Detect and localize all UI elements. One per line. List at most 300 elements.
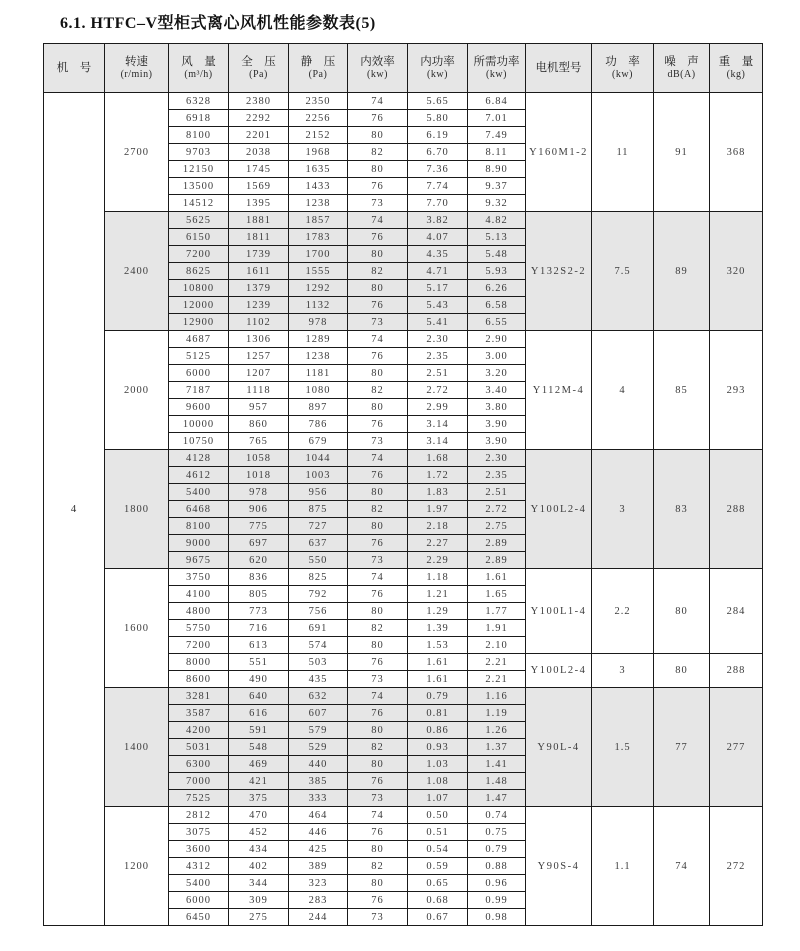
efficiency-cell: 74 bbox=[348, 807, 408, 824]
efficiency-cell: 80 bbox=[348, 246, 408, 263]
total-pressure-cell: 551 bbox=[229, 654, 289, 671]
airflow-cell: 9000 bbox=[169, 535, 229, 552]
total-pressure-cell: 1058 bbox=[229, 450, 289, 467]
airflow-cell: 12900 bbox=[169, 314, 229, 331]
efficiency-cell: 76 bbox=[348, 654, 408, 671]
required-power-cell: 0.79 bbox=[468, 841, 526, 858]
internal-power-cell: 2.27 bbox=[408, 535, 468, 552]
efficiency-cell: 82 bbox=[348, 858, 408, 875]
internal-power-cell: 1.53 bbox=[408, 637, 468, 654]
speed-cell: 1200 bbox=[105, 807, 169, 926]
internal-power-cell: 0.79 bbox=[408, 688, 468, 705]
total-pressure-cell: 620 bbox=[229, 552, 289, 569]
col-header-label: 重 量 bbox=[718, 55, 754, 68]
weight-cell: 272 bbox=[710, 807, 763, 926]
internal-power-cell: 1.68 bbox=[408, 450, 468, 467]
noise-cell: 85 bbox=[654, 331, 710, 450]
efficiency-cell: 82 bbox=[348, 382, 408, 399]
efficiency-cell: 80 bbox=[348, 875, 408, 892]
required-power-cell: 2.89 bbox=[468, 552, 526, 569]
required-power-cell: 1.37 bbox=[468, 739, 526, 756]
noise-cell: 80 bbox=[654, 654, 710, 688]
static-pressure-cell: 897 bbox=[289, 399, 348, 416]
required-power-cell: 1.91 bbox=[468, 620, 526, 637]
total-pressure-cell: 765 bbox=[229, 433, 289, 450]
required-power-cell: 8.11 bbox=[468, 144, 526, 161]
internal-power-cell: 3.14 bbox=[408, 433, 468, 450]
motor-model-cell: Y90S-4 bbox=[526, 807, 592, 926]
internal-power-cell: 1.61 bbox=[408, 654, 468, 671]
static-pressure-cell: 2152 bbox=[289, 127, 348, 144]
static-pressure-cell: 727 bbox=[289, 518, 348, 535]
internal-power-cell: 6.19 bbox=[408, 127, 468, 144]
internal-power-cell: 2.18 bbox=[408, 518, 468, 535]
airflow-cell: 5750 bbox=[169, 620, 229, 637]
internal-power-cell: 5.65 bbox=[408, 93, 468, 110]
noise-cell: 80 bbox=[654, 569, 710, 654]
col-header-motor-model bbox=[526, 44, 592, 93]
motor-model-cell: Y100L2-4 bbox=[526, 654, 592, 688]
internal-power-cell: 4.35 bbox=[408, 246, 468, 263]
efficiency-cell: 76 bbox=[348, 297, 408, 314]
efficiency-cell: 76 bbox=[348, 705, 408, 722]
motor-model-cell: Y100L1-4 bbox=[526, 569, 592, 654]
required-power-cell: 3.90 bbox=[468, 416, 526, 433]
col-header-unit: (Pa) bbox=[308, 68, 328, 80]
total-pressure-cell: 613 bbox=[229, 637, 289, 654]
efficiency-cell: 74 bbox=[348, 93, 408, 110]
col-header-unit: (kw) bbox=[612, 68, 633, 80]
static-pressure-cell: 1181 bbox=[289, 365, 348, 382]
internal-power-cell: 2.29 bbox=[408, 552, 468, 569]
efficiency-cell: 73 bbox=[348, 790, 408, 807]
efficiency-cell: 80 bbox=[348, 280, 408, 297]
static-pressure-cell: 786 bbox=[289, 416, 348, 433]
speed-cell: 2700 bbox=[105, 93, 169, 212]
required-power-cell: 5.48 bbox=[468, 246, 526, 263]
static-pressure-cell: 1555 bbox=[289, 263, 348, 280]
total-pressure-cell: 2038 bbox=[229, 144, 289, 161]
static-pressure-cell: 875 bbox=[289, 501, 348, 518]
col-header-efficiency bbox=[348, 44, 408, 93]
internal-power-cell: 4.07 bbox=[408, 229, 468, 246]
col-header-motor-power bbox=[592, 44, 654, 93]
required-power-cell: 9.37 bbox=[468, 178, 526, 195]
required-power-cell: 8.90 bbox=[468, 161, 526, 178]
total-pressure-cell: 591 bbox=[229, 722, 289, 739]
airflow-cell: 8000 bbox=[169, 654, 229, 671]
required-power-cell: 0.88 bbox=[468, 858, 526, 875]
total-pressure-cell: 860 bbox=[229, 416, 289, 433]
airflow-cell: 6468 bbox=[169, 501, 229, 518]
efficiency-cell: 74 bbox=[348, 212, 408, 229]
required-power-cell: 6.55 bbox=[468, 314, 526, 331]
airflow-cell: 7525 bbox=[169, 790, 229, 807]
required-power-cell: 1.19 bbox=[468, 705, 526, 722]
efficiency-cell: 80 bbox=[348, 603, 408, 620]
static-pressure-cell: 1968 bbox=[289, 144, 348, 161]
noise-cell: 77 bbox=[654, 688, 710, 807]
airflow-cell: 7200 bbox=[169, 246, 229, 263]
total-pressure-cell: 805 bbox=[229, 586, 289, 603]
static-pressure-cell: 1783 bbox=[289, 229, 348, 246]
airflow-cell: 9675 bbox=[169, 552, 229, 569]
required-power-cell: 1.77 bbox=[468, 603, 526, 620]
total-pressure-cell: 616 bbox=[229, 705, 289, 722]
table-row bbox=[44, 807, 763, 824]
col-header-unit: (r/min) bbox=[120, 68, 153, 80]
col-header-label: 内效率 bbox=[360, 55, 395, 68]
required-power-cell: 3.40 bbox=[468, 382, 526, 399]
internal-power-cell: 0.50 bbox=[408, 807, 468, 824]
total-pressure-cell: 1811 bbox=[229, 229, 289, 246]
required-power-cell: 2.21 bbox=[468, 654, 526, 671]
airflow-cell: 3075 bbox=[169, 824, 229, 841]
motor-power-cell: 11 bbox=[592, 93, 654, 212]
required-power-cell: 7.49 bbox=[468, 127, 526, 144]
required-power-cell: 6.84 bbox=[468, 93, 526, 110]
static-pressure-cell: 283 bbox=[289, 892, 348, 909]
col-header-label: 转速 bbox=[125, 55, 148, 68]
static-pressure-cell: 691 bbox=[289, 620, 348, 637]
required-power-cell: 6.26 bbox=[468, 280, 526, 297]
required-power-cell: 2.72 bbox=[468, 501, 526, 518]
col-header-label: 功 率 bbox=[605, 55, 640, 68]
airflow-cell: 9703 bbox=[169, 144, 229, 161]
col-header-unit: dB(A) bbox=[667, 68, 696, 80]
airflow-cell: 6150 bbox=[169, 229, 229, 246]
weight-cell: 284 bbox=[710, 569, 763, 654]
internal-power-cell: 1.72 bbox=[408, 467, 468, 484]
static-pressure-cell: 323 bbox=[289, 875, 348, 892]
airflow-cell: 3281 bbox=[169, 688, 229, 705]
efficiency-cell: 76 bbox=[348, 110, 408, 127]
static-pressure-cell: 632 bbox=[289, 688, 348, 705]
efficiency-cell: 73 bbox=[348, 195, 408, 212]
total-pressure-cell: 275 bbox=[229, 909, 289, 926]
speed-cell: 1400 bbox=[105, 688, 169, 807]
airflow-cell: 4687 bbox=[169, 331, 229, 348]
static-pressure-cell: 1292 bbox=[289, 280, 348, 297]
static-pressure-cell: 440 bbox=[289, 756, 348, 773]
internal-power-cell: 5.41 bbox=[408, 314, 468, 331]
static-pressure-cell: 792 bbox=[289, 586, 348, 603]
table-row bbox=[44, 688, 763, 705]
internal-power-cell: 0.65 bbox=[408, 875, 468, 892]
internal-power-cell: 1.08 bbox=[408, 773, 468, 790]
required-power-cell: 1.65 bbox=[468, 586, 526, 603]
required-power-cell: 1.47 bbox=[468, 790, 526, 807]
total-pressure-cell: 697 bbox=[229, 535, 289, 552]
internal-power-cell: 1.97 bbox=[408, 501, 468, 518]
total-pressure-cell: 452 bbox=[229, 824, 289, 841]
total-pressure-cell: 1257 bbox=[229, 348, 289, 365]
airflow-cell: 7200 bbox=[169, 637, 229, 654]
motor-power-cell: 2.2 bbox=[592, 569, 654, 654]
airflow-cell: 2812 bbox=[169, 807, 229, 824]
static-pressure-cell: 2256 bbox=[289, 110, 348, 127]
internal-power-cell: 5.17 bbox=[408, 280, 468, 297]
internal-power-cell: 1.07 bbox=[408, 790, 468, 807]
static-pressure-cell: 1132 bbox=[289, 297, 348, 314]
efficiency-cell: 73 bbox=[348, 552, 408, 569]
efficiency-cell: 73 bbox=[348, 909, 408, 926]
motor-power-cell: 4 bbox=[592, 331, 654, 450]
table-row bbox=[44, 450, 763, 467]
required-power-cell: 0.99 bbox=[468, 892, 526, 909]
required-power-cell: 5.13 bbox=[468, 229, 526, 246]
internal-power-cell: 4.71 bbox=[408, 263, 468, 280]
col-header-label: 风 量 bbox=[181, 55, 216, 68]
static-pressure-cell: 1003 bbox=[289, 467, 348, 484]
required-power-cell: 0.98 bbox=[468, 909, 526, 926]
motor-power-cell: 3 bbox=[592, 654, 654, 688]
efficiency-cell: 76 bbox=[348, 229, 408, 246]
static-pressure-cell: 385 bbox=[289, 773, 348, 790]
efficiency-cell: 76 bbox=[348, 467, 408, 484]
airflow-cell: 7187 bbox=[169, 382, 229, 399]
motor-model-cell: Y132S2-2 bbox=[526, 212, 592, 331]
weight-cell: 368 bbox=[710, 93, 763, 212]
airflow-cell: 10800 bbox=[169, 280, 229, 297]
col-header-total-pressure bbox=[229, 44, 289, 93]
total-pressure-cell: 469 bbox=[229, 756, 289, 773]
internal-power-cell: 2.51 bbox=[408, 365, 468, 382]
efficiency-cell: 80 bbox=[348, 161, 408, 178]
required-power-cell: 3.20 bbox=[468, 365, 526, 382]
page-title: 6.1. HTFC–V型柜式离心风机性能参数表(5) bbox=[60, 15, 376, 32]
col-header-label: 噪 声 bbox=[664, 55, 699, 68]
required-power-cell: 9.32 bbox=[468, 195, 526, 212]
internal-power-cell: 1.21 bbox=[408, 586, 468, 603]
total-pressure-cell: 1306 bbox=[229, 331, 289, 348]
static-pressure-cell: 389 bbox=[289, 858, 348, 875]
speed-cell: 2000 bbox=[105, 331, 169, 450]
col-header-unit: (kw) bbox=[486, 68, 507, 80]
col-header-label: 所需功率 bbox=[473, 55, 520, 68]
required-power-cell: 3.00 bbox=[468, 348, 526, 365]
motor-power-cell: 3 bbox=[592, 450, 654, 569]
required-power-cell: 1.26 bbox=[468, 722, 526, 739]
col-header-label: 静 压 bbox=[300, 55, 336, 68]
static-pressure-cell: 464 bbox=[289, 807, 348, 824]
total-pressure-cell: 1395 bbox=[229, 195, 289, 212]
motor-power-cell: 1.5 bbox=[592, 688, 654, 807]
static-pressure-cell: 1635 bbox=[289, 161, 348, 178]
header-row bbox=[44, 44, 763, 93]
efficiency-cell: 74 bbox=[348, 688, 408, 705]
weight-cell: 320 bbox=[710, 212, 763, 331]
airflow-cell: 10750 bbox=[169, 433, 229, 450]
airflow-cell: 4128 bbox=[169, 450, 229, 467]
required-power-cell: 0.75 bbox=[468, 824, 526, 841]
internal-power-cell: 2.99 bbox=[408, 399, 468, 416]
efficiency-cell: 76 bbox=[348, 348, 408, 365]
static-pressure-cell: 1700 bbox=[289, 246, 348, 263]
table-row bbox=[44, 212, 763, 229]
internal-power-cell: 7.74 bbox=[408, 178, 468, 195]
col-header-unit: (kw) bbox=[367, 68, 388, 80]
col-header-unit: (kw) bbox=[427, 68, 448, 80]
airflow-cell: 4200 bbox=[169, 722, 229, 739]
efficiency-cell: 74 bbox=[348, 450, 408, 467]
static-pressure-cell: 2350 bbox=[289, 93, 348, 110]
airflow-cell: 3750 bbox=[169, 569, 229, 586]
efficiency-cell: 80 bbox=[348, 518, 408, 535]
efficiency-cell: 74 bbox=[348, 569, 408, 586]
efficiency-cell: 74 bbox=[348, 331, 408, 348]
total-pressure-cell: 2292 bbox=[229, 110, 289, 127]
airflow-cell: 8100 bbox=[169, 127, 229, 144]
noise-cell: 89 bbox=[654, 212, 710, 331]
total-pressure-cell: 773 bbox=[229, 603, 289, 620]
internal-power-cell: 0.51 bbox=[408, 824, 468, 841]
total-pressure-cell: 957 bbox=[229, 399, 289, 416]
airflow-cell: 8100 bbox=[169, 518, 229, 535]
required-power-cell: 2.21 bbox=[468, 671, 526, 688]
static-pressure-cell: 1044 bbox=[289, 450, 348, 467]
static-pressure-cell: 1857 bbox=[289, 212, 348, 229]
total-pressure-cell: 1379 bbox=[229, 280, 289, 297]
static-pressure-cell: 825 bbox=[289, 569, 348, 586]
required-power-cell: 2.51 bbox=[468, 484, 526, 501]
efficiency-cell: 76 bbox=[348, 178, 408, 195]
total-pressure-cell: 375 bbox=[229, 790, 289, 807]
total-pressure-cell: 490 bbox=[229, 671, 289, 688]
col-header-label: 全 压 bbox=[241, 55, 276, 68]
efficiency-cell: 76 bbox=[348, 824, 408, 841]
total-pressure-cell: 775 bbox=[229, 518, 289, 535]
internal-power-cell: 6.70 bbox=[408, 144, 468, 161]
total-pressure-cell: 836 bbox=[229, 569, 289, 586]
total-pressure-cell: 1881 bbox=[229, 212, 289, 229]
internal-power-cell: 1.39 bbox=[408, 620, 468, 637]
table-row bbox=[44, 331, 763, 348]
required-power-cell: 3.80 bbox=[468, 399, 526, 416]
efficiency-cell: 80 bbox=[348, 365, 408, 382]
efficiency-cell: 82 bbox=[348, 501, 408, 518]
speed-cell: 1600 bbox=[105, 569, 169, 688]
col-header-label: 电机型号 bbox=[535, 61, 582, 74]
static-pressure-cell: 1238 bbox=[289, 348, 348, 365]
weight-cell: 277 bbox=[710, 688, 763, 807]
airflow-cell: 6918 bbox=[169, 110, 229, 127]
total-pressure-cell: 1207 bbox=[229, 365, 289, 382]
total-pressure-cell: 1239 bbox=[229, 297, 289, 314]
internal-power-cell: 0.59 bbox=[408, 858, 468, 875]
machine-no-cell: 4 bbox=[44, 93, 105, 926]
efficiency-cell: 82 bbox=[348, 144, 408, 161]
weight-cell: 288 bbox=[710, 450, 763, 569]
required-power-cell: 2.90 bbox=[468, 331, 526, 348]
col-header-airflow bbox=[169, 44, 229, 93]
efficiency-cell: 76 bbox=[348, 535, 408, 552]
airflow-cell: 4312 bbox=[169, 858, 229, 875]
airflow-cell: 6300 bbox=[169, 756, 229, 773]
total-pressure-cell: 470 bbox=[229, 807, 289, 824]
required-power-cell: 1.16 bbox=[468, 688, 526, 705]
motor-model-cell: Y90L-4 bbox=[526, 688, 592, 807]
total-pressure-cell: 344 bbox=[229, 875, 289, 892]
airflow-cell: 9600 bbox=[169, 399, 229, 416]
airflow-cell: 3587 bbox=[169, 705, 229, 722]
internal-power-cell: 0.68 bbox=[408, 892, 468, 909]
noise-cell: 91 bbox=[654, 93, 710, 212]
required-power-cell: 2.89 bbox=[468, 535, 526, 552]
static-pressure-cell: 1433 bbox=[289, 178, 348, 195]
col-header-unit: (Pa) bbox=[249, 68, 268, 80]
static-pressure-cell: 1080 bbox=[289, 382, 348, 399]
efficiency-cell: 80 bbox=[348, 756, 408, 773]
required-power-cell: 2.75 bbox=[468, 518, 526, 535]
airflow-cell: 4612 bbox=[169, 467, 229, 484]
airflow-cell: 8600 bbox=[169, 671, 229, 688]
static-pressure-cell: 579 bbox=[289, 722, 348, 739]
static-pressure-cell: 446 bbox=[289, 824, 348, 841]
noise-cell: 74 bbox=[654, 807, 710, 926]
efficiency-cell: 76 bbox=[348, 586, 408, 603]
table-row bbox=[44, 93, 763, 110]
airflow-cell: 7000 bbox=[169, 773, 229, 790]
total-pressure-cell: 1569 bbox=[229, 178, 289, 195]
speed-cell: 1800 bbox=[105, 450, 169, 569]
internal-power-cell: 1.29 bbox=[408, 603, 468, 620]
total-pressure-cell: 1745 bbox=[229, 161, 289, 178]
airflow-cell: 6000 bbox=[169, 365, 229, 382]
required-power-cell: 1.61 bbox=[468, 569, 526, 586]
internal-power-cell: 0.54 bbox=[408, 841, 468, 858]
total-pressure-cell: 434 bbox=[229, 841, 289, 858]
internal-power-cell: 0.93 bbox=[408, 739, 468, 756]
col-header-unit: (m³/h) bbox=[184, 68, 213, 80]
speed-cell: 2400 bbox=[105, 212, 169, 331]
total-pressure-cell: 716 bbox=[229, 620, 289, 637]
noise-cell: 83 bbox=[654, 450, 710, 569]
col-header-static-pressure bbox=[289, 44, 348, 93]
airflow-cell: 6450 bbox=[169, 909, 229, 926]
airflow-cell: 6000 bbox=[169, 892, 229, 909]
airflow-cell: 14512 bbox=[169, 195, 229, 212]
efficiency-cell: 76 bbox=[348, 416, 408, 433]
internal-power-cell: 2.72 bbox=[408, 382, 468, 399]
efficiency-cell: 80 bbox=[348, 637, 408, 654]
internal-power-cell: 1.83 bbox=[408, 484, 468, 501]
total-pressure-cell: 309 bbox=[229, 892, 289, 909]
internal-power-cell: 1.18 bbox=[408, 569, 468, 586]
required-power-cell: 0.74 bbox=[468, 807, 526, 824]
efficiency-cell: 76 bbox=[348, 773, 408, 790]
static-pressure-cell: 956 bbox=[289, 484, 348, 501]
internal-power-cell: 2.35 bbox=[408, 348, 468, 365]
table-row bbox=[44, 569, 763, 586]
airflow-cell: 13500 bbox=[169, 178, 229, 195]
total-pressure-cell: 1739 bbox=[229, 246, 289, 263]
col-header-weight bbox=[710, 44, 763, 93]
efficiency-cell: 73 bbox=[348, 314, 408, 331]
efficiency-cell: 82 bbox=[348, 620, 408, 637]
total-pressure-cell: 640 bbox=[229, 688, 289, 705]
motor-model-cell: Y160M1-2 bbox=[526, 93, 592, 212]
total-pressure-cell: 402 bbox=[229, 858, 289, 875]
weight-cell: 288 bbox=[710, 654, 763, 688]
airflow-cell: 4800 bbox=[169, 603, 229, 620]
motor-model-cell: Y112M-4 bbox=[526, 331, 592, 450]
static-pressure-cell: 574 bbox=[289, 637, 348, 654]
required-power-cell: 5.93 bbox=[468, 263, 526, 280]
internal-power-cell: 5.43 bbox=[408, 297, 468, 314]
total-pressure-cell: 978 bbox=[229, 484, 289, 501]
required-power-cell: 7.01 bbox=[468, 110, 526, 127]
